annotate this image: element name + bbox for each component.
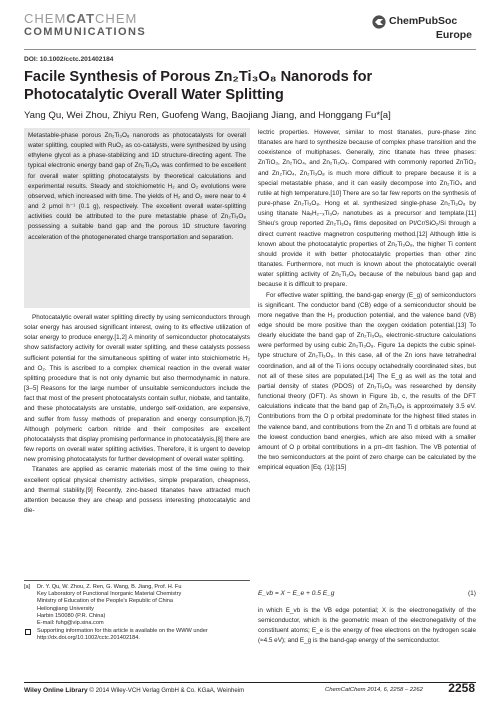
publisher-name: ChemPubSoc	[389, 15, 458, 27]
article-title	[24, 68, 474, 104]
affiliation-line: Dr. Y. Qu, W. Zhou, Z. Ren, G. Wang, B. Jiang, Prof. H. Fu	[37, 584, 182, 590]
affiliation-marker: [a]	[24, 584, 31, 590]
journal-title-part1: CHEM	[24, 11, 67, 26]
publisher-region: Europe	[435, 29, 472, 41]
publisher-block	[372, 14, 472, 46]
equation-number: (1)	[467, 590, 476, 597]
after-equation-text	[258, 606, 476, 647]
journal-title-part2: CAT	[66, 11, 96, 26]
supporting-info-line: Supporting information for this article is available on the WWW under	[37, 627, 208, 634]
right-column-body	[258, 128, 476, 473]
footer-copyright: © 2014 Wiley-VCH Verlag GmbH & Co. KGaA, Weinheim	[89, 687, 245, 694]
body-paragraph: Photocatalytic overall water splitting directly by using semiconductors through solar energy has aroused significant interest, owing to its effective utilization of solar energy to produce energy.[1,2] A minority of semiconductor photocatalysts show satisfactory activity for overall water splitting, and these catalysts possess sufficient potential for the simultaneous splitting of water into stoichiometric H₂ and O₂. This is ascribed to a complex chemical reaction in the overall water splitting procedure that is not only dynamic but also thermodynamic in nature.[3–5] Reasons for the large number of unsuitable semiconductors include the fact that most of the present photocatalysts contain sulfur, niobate, and tantalite, and these photocatalysts are unstable, undergo self-oxidation, are expensive, and suffer from fussy methods of preparation and energy consumption.[6,7] Although polymeric carbon nitride and their composites are excellent photocatalysts that display promising performance in photocatalysis,[8] there are few reports on overall water splitting activities. Therefore, it is urgent to develop new promising photocatalysts for further development of overall water splitting.	[24, 314, 250, 464]
supporting-info-link[interactable]: http://dx.doi.org/10.1002/cctc.201402184.	[37, 634, 140, 641]
article-title-line2: Photocatalytic Overall Water Splitting	[24, 87, 284, 103]
affiliation-line: Heilongjiang University	[37, 605, 94, 612]
journal-title	[24, 12, 137, 25]
chempubsoc-logo-icon	[372, 15, 386, 29]
body-paragraph: For effective water splitting, the band-gap energy (E_g) of semiconductors is significant. The conductor band (CB) edge of a semiconductor should be more negative than the H₂ production potential, and the valence band (VB) edge should be more positive than the oxygen oxidation potential.[13] To clearly elucidate the band gap of Zn₂Ti₃O₈, electronic-structure calculations were performed by using cubic Zn₂Ti₃O₈. Figure 1a depicts the cubic spinel-type structure of Zn₂Ti₃O₈. In this case, all of the Zn ions have tetrahedral coordination, and all of the Ti ions occupy octahedrally coordinated sites, but not all of these sites are populated.[14] The E_g as well as the total and partial density of states (PDOS) of Zn₂Ti₃O₈ was researched by density functional theory (DFT). As shown in Figure 1b, c, the results of the DFT calculations indicate that the band gap of Zn₂Ti₃O₈ is approximately 3.5 eV. Contributions from the O p orbital predominate for the highest filled states in the valence band, and contributions from the Zn and Ti d orbitals are found at the lowest conduction band energies, which are also mixed with a smaller amount of O p orbital contributions in a pπ–dπ fashion. The VB potential of the two semiconductors at the point of zero charge can be calculated by the empirical equation [Eq. (1)]:[15]	[258, 291, 476, 472]
affiliation-line: Ministry of Education of the People's Republic of China	[37, 598, 174, 605]
affiliation-line: Key Laboratory of Functional Inorganic Material Chemistry	[37, 591, 182, 598]
abstract-box	[24, 128, 250, 308]
supporting-info-box-icon	[25, 629, 31, 635]
footer-rule	[24, 682, 476, 683]
equation-body: E_vb = X − E_e + 0.5 E_g	[258, 590, 335, 597]
section-label: COMMUNICATIONS	[24, 26, 147, 38]
left-column-body	[24, 313, 250, 516]
affiliation-email[interactable]: E-mail: fuhg@vip.sina.com	[37, 620, 104, 626]
article-title-line1: Facile Synthesis of Porous Zn₂Ti₃O₈ Nanorods for	[24, 69, 373, 85]
page-number: 2258	[448, 681, 475, 695]
body-paragraph: in which E_vb is the VB edge potential; X is the electronegativity of the semiconductor, which is the geometric mean of the electronegativity of the constituent atoms; E_e is the energy of free electrons on the hydrogen scale (≈4.5 eV); and E_g is the band-gap energy of the semiconductor.	[258, 607, 476, 645]
abstract-text: Metastable-phase porous Zn₂Ti₃O₈ nanorods as photocatalysts for overall water splitting, coupled with RuO₂ as co-catalysts, were synthesized by using ethylene glycol as a phase-stabilizing and 1D structure-directing agent. The typical electronic energy band gap of Zn₂Ti₃O₈ was confirmed to be excellent for overall water splitting photocatalysts by theoretical calculations and experimental results. Steady and stoichiometric H₂ and O₂ evolutions were observed, which increased with time. The yields of H₂ and O₂ were near to 4 and 2 μmol h⁻¹ (0.1 g), respectively. The excellent overall water-splitting activities could be attributed to the pure metastable phase of Zn₂Ti₃O₈ possessing a suitable band gap and the porous 1D structure favoring acceleration of the photogenerated charge transportation and separation.	[28, 132, 246, 241]
affiliation-line: Harbin 150080 (P.R. China)	[37, 612, 106, 619]
body-paragraph: lectric properties. However, similar to most titanates, pure-phase zinc titanates are hard to synthesize because of complex phase transition and the coexistence of multiphases. Generally, zinc titanate has three phases: ZnTiO₃, Zn₂TiO₄, and Zn₂Ti₃O₈. Compared with commonly reported ZnTiO₃ and Zn₂TiO₄, Zn₂Ti₃O₈ is much more difficult to prepare because it is a special metastable phase, and it can easily decompose into Zn₂TiO₄ and rutile at high temperature.[10] There are so far few reports on the synthesis of pure-phase Zn₂Ti₃O₈. Hong et al. synthesized single-phase Zn₂Ti₃O₈ by using titanate NaₓH₂₋ₓTi₃O₇ nanotubes as a precursor and template.[11] Shieu's group reported Zn₂Ti₃O₈ films deposited on Pt/Cr/SiO₂/Si through a direct current reactive magnetron cosputtering method.[12] Although little is known about the photocatalytic properties of Zn₂Ti₃O₈, the higher Ti content should provide it with better photocatalytic properties than other zinc titanates. Furthermore, not much is known about the photocatalytic overall water splitting activity of Zn₂Ti₃O₈ because of the nebulous band gap and because it is difficult to prepare.	[258, 129, 476, 289]
footer-left	[24, 687, 244, 694]
doi: DOI: 10.1002/cctc.201402184	[24, 56, 114, 63]
author-list: Yang Qu, Wei Zhou, Zhiyu Ren, Guofeng Wang, Baojiang Jiang, and Honggang Fu*[a]	[24, 110, 391, 121]
header-rule	[24, 49, 476, 50]
journal-header	[24, 12, 476, 48]
journal-title-part3: CHEM	[95, 11, 138, 26]
footer-brand[interactable]: Wiley Online Library	[24, 687, 88, 694]
footer-citation: ChemCatChem 2014, 6, 2258 – 2262	[325, 687, 423, 693]
footnote-rule	[24, 580, 250, 581]
body-paragraph: Titanates are applied as ceramic materials most of the time owing to their excellent optical physical chemistry activities, simple preparation, cheapness, and thermal stability.[9] Recently, zinc-based titanates have attracted much attention because they are cheap and possess interesting photocatalytic and die-	[24, 466, 250, 514]
